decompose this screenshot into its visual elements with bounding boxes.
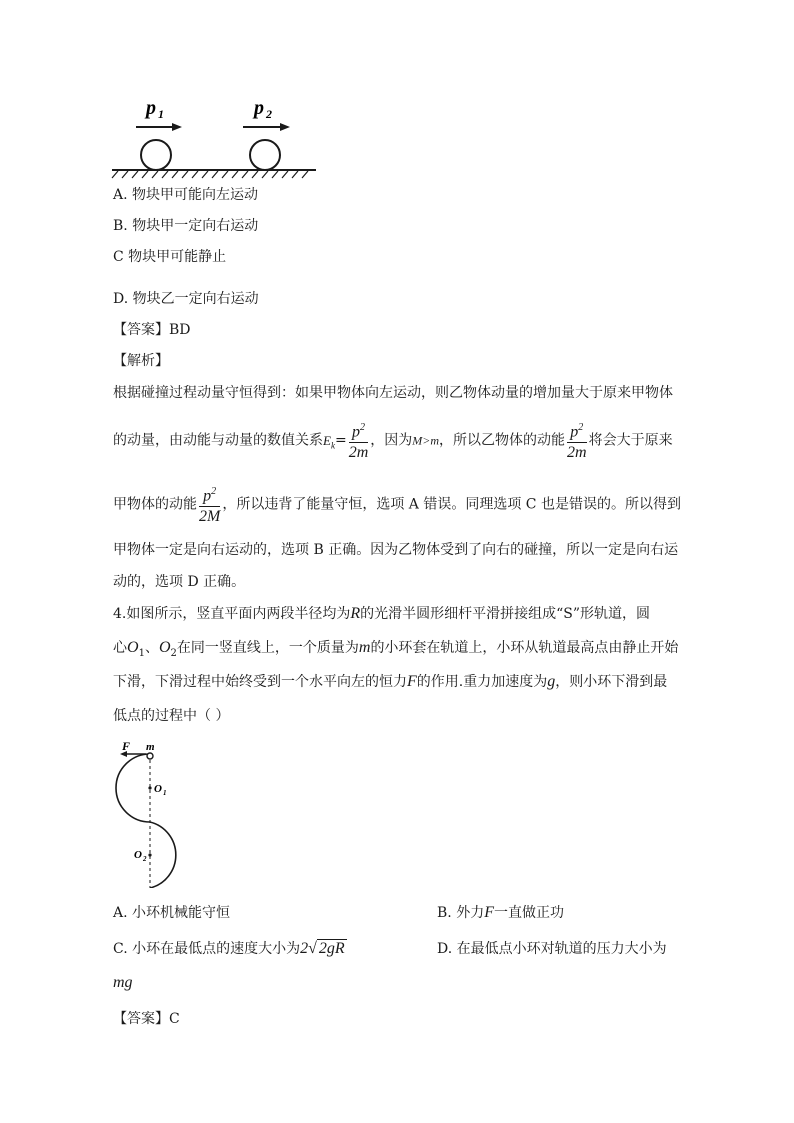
svg-text:1: 1	[163, 789, 167, 797]
q4-stem-line-1: 4.如图所示，竖直平面内两段半径均为R的光滑半圆形细杆平滑拼接组成“S”形轨道，圆	[113, 605, 651, 622]
q4-answer: 【答案】C	[113, 1011, 180, 1027]
q3-analysis-line-5: 动的，选项 D 正确。	[113, 574, 246, 590]
q4-option-d: D. 在最低点小环对轨道的压力大小为	[437, 941, 667, 957]
q3-analysis-line-1: 根据碰撞过程动量守恒得到：如果甲物体向左运动，则乙物体动量的增加量大于原来甲物体	[113, 385, 673, 401]
q3-option-b: B. 物块甲一定向右运动	[113, 218, 259, 234]
arrow-right-icon	[172, 123, 182, 131]
q3-option-a: A. 物块甲可能向左运动	[113, 187, 259, 203]
label-m: m	[146, 741, 155, 753]
block-jia	[141, 140, 171, 170]
q4-option-c: C. 小环在最低点的速度大小为2√ 2gR	[113, 940, 345, 957]
label-p1: p	[146, 97, 156, 119]
q3-option-d: D. 物块乙一定向右运动	[113, 291, 259, 307]
ring-m	[147, 753, 153, 759]
svg-text:2: 2	[143, 855, 147, 863]
q4-option-a: A. 小环机械能守恒	[113, 905, 231, 921]
label-p1-sub: 1	[158, 107, 164, 121]
label-F: F	[122, 739, 131, 753]
label-p2: p	[254, 97, 264, 119]
q4-stem-line-4: 低点的过程中（ ）	[113, 708, 230, 724]
q4-option-d-cont: mg	[113, 974, 133, 991]
s-track-diagram	[114, 738, 204, 888]
label-p2-sub: 2	[266, 107, 272, 121]
arrow-right-icon	[280, 123, 290, 131]
block-yi	[250, 140, 280, 170]
label-O2: O	[134, 849, 142, 861]
fraction-p2-2m: $\frac{p^2}{2m}$	[349, 418, 369, 463]
q3-analysis-line-4: 甲物体一定是向右运动的，选项 B 正确。因为乙物体受到了向右的碰撞，所以一定是向右运	[113, 542, 679, 558]
q3-option-c: C 物块甲可能静止	[113, 249, 227, 265]
sqrt-expression: 2√ 2gR	[300, 940, 345, 957]
q3-analysis-line-2: 的动量，由动能与动量的数值关系$E_k=$ $\frac{p^2}{2m}$ ，因为M>m，所以乙物体的动能 $\frac{p^2}{2m}$ 将会大于原来	[113, 418, 673, 466]
q4-option-b: B. 外力F一直做正功	[437, 904, 564, 921]
q4-stem-line-2: 心$O_1$、$O_2$在同一竖直线上，一个质量为m的小环套在轨道上，小环从轨道最高点由静止开始	[113, 639, 679, 659]
q4-stem-line-3: 下滑，下滑过程中始终受到一个水平向左的恒力F的作用.重力加速度为g，则小环下滑到最	[113, 673, 668, 690]
var-ek: $E_k$	[323, 432, 335, 451]
q3-analysis-label: 【解析】	[113, 353, 169, 369]
fraction-p2-2m: $\frac{p^2}{2m}$	[567, 418, 587, 463]
collision-diagram	[108, 90, 328, 180]
q3-analysis-line-3: 甲物体的动能 $\frac{p^2}{2M}$ ，所以违背了能量守恒，选项 A 错误。同理选项 C 也是错误的。所以得到	[113, 482, 681, 527]
q3-answer: 【答案】BD	[113, 322, 191, 338]
fraction-p2-2M: $\frac{p^2}{2M}$	[199, 482, 220, 527]
label-O1: O	[154, 783, 162, 795]
